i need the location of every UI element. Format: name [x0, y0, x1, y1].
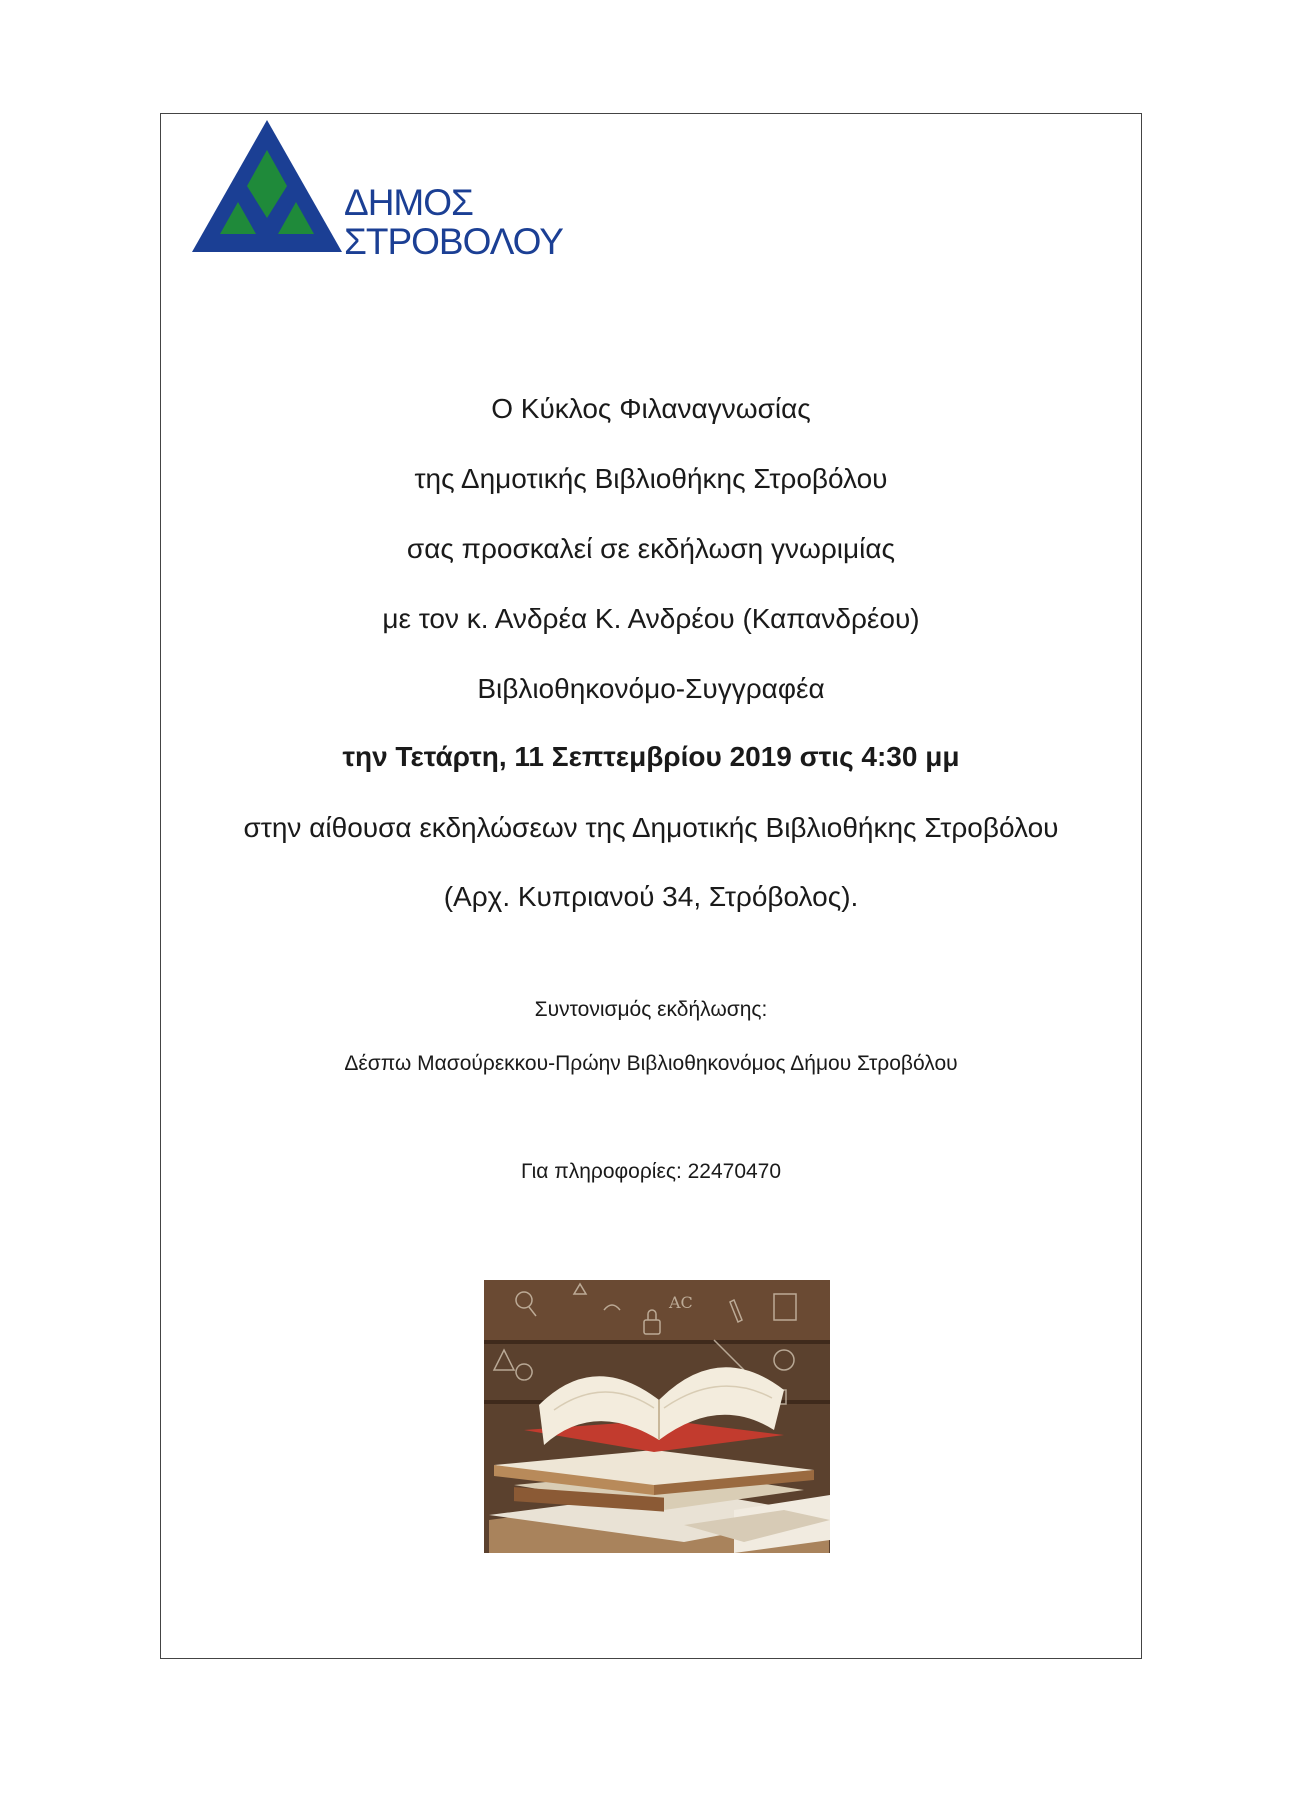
svg-text:AC: AC — [669, 1293, 693, 1312]
event-address: (Αρχ. Κυπριανού 34, Στρόβολος). — [443, 881, 859, 912]
invitation-line-5: Βιβλιοθηκονόμο-Συγγραφέα — [477, 673, 825, 704]
municipality-logo — [192, 118, 567, 260]
event-venue: στην αίθουσα εκδηλώσεων της Δημοτικής Βιβλιοθήκης Στροβόλου — [243, 812, 1059, 843]
coordination-person: Δέσπω Μασούρεκκου-Πρώην Βιβλιοθηκονόμος Δήμου Στροβόλου — [344, 1052, 958, 1075]
books-photo — [484, 1280, 830, 1553]
logo-wordmark — [344, 184, 563, 260]
logo-line-2: ΣΤΡΟΒΟΛΟΥ — [344, 221, 563, 262]
invitation-line-3: σας προσκαλεί σε εκδήλωση γνωριμίας — [406, 533, 896, 564]
invitation-line-1: Ο Κύκλος Φιλαναγνωσίας — [491, 393, 811, 424]
event-date: την Τετάρτη, 11 Σεπτεμβρίου 2019 στις 4:30 μμ — [342, 741, 960, 772]
logo-line-1: ΔΗΜΟΣ — [344, 182, 473, 223]
info-phone: Για πληροφορίες: 22470470 — [520, 1160, 782, 1183]
invitation-line-2: της Δημοτικής Βιβλιοθήκης Στροβόλου — [414, 463, 888, 494]
invitation-line-4: με τον κ. Ανδρέα Κ. Ανδρέου (Καπανδρέου) — [382, 603, 920, 634]
coordination-label: Συντονισμός εκδήλωσης: — [534, 998, 768, 1021]
